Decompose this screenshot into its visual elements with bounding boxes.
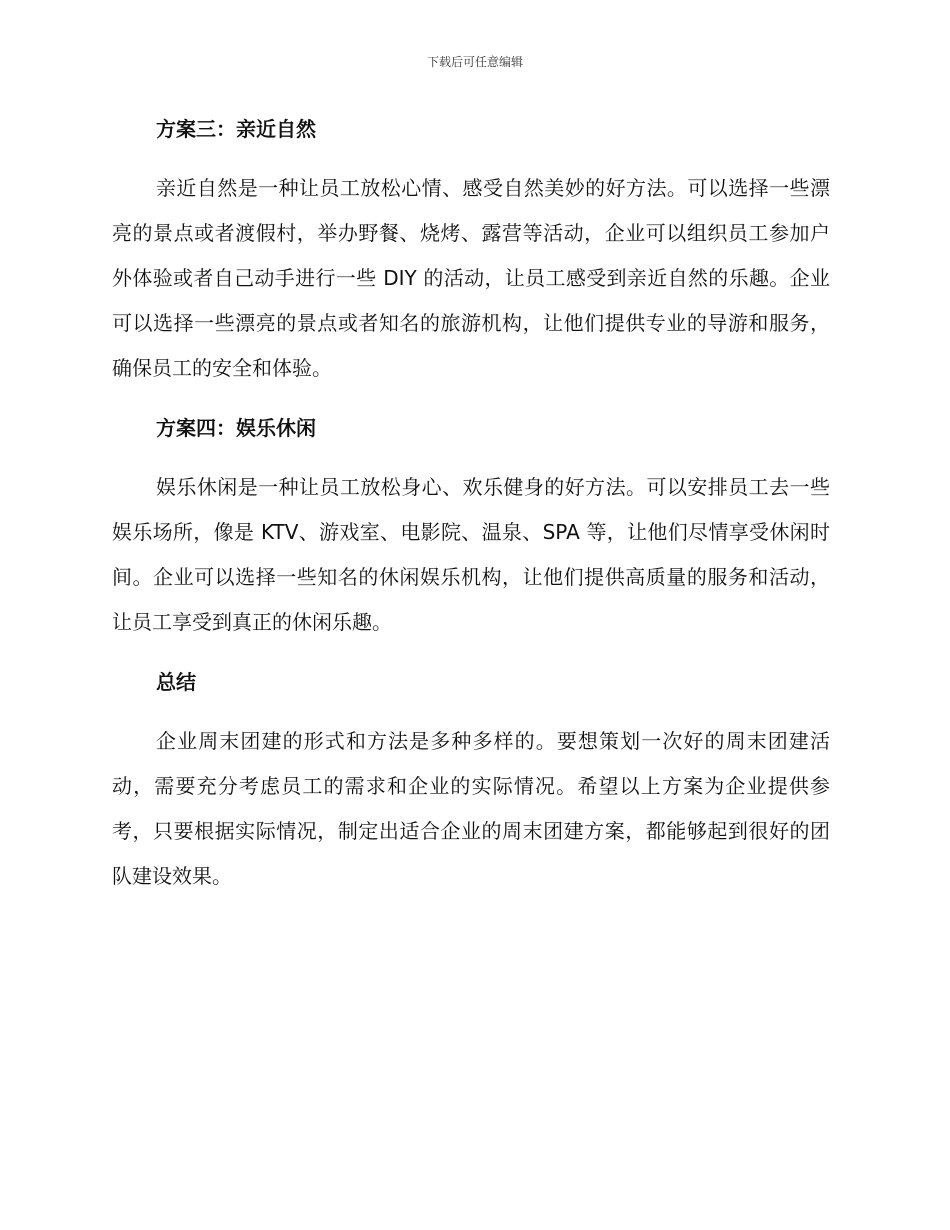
section-plan-4 [112,411,830,645]
section-paragraph: 企业周末团建的形式和方法是多种多样的。要想策划一次好的周末团建活动，需要充分考虑员工的需求和企业的实际情况。希望以上方案为企业提供参考，只要根据实际情况，制定出适合企业的周末团建方案，都能够起到很好的团队建设效果。 [112,729,830,888]
section-heading: 方案四：娱乐休闲 [156,416,316,440]
section-heading: 方案三：亲近自然 [156,117,316,141]
section-plan-3 [112,112,830,391]
section-heading: 总结 [156,670,196,694]
section-paragraph: 亲近自然是一种让员工放松心情、感受自然美妙的好方法。可以选择一些漂亮的景点或者渡假村，举办野餐、烧烤、露营等活动，企业可以组织员工参加户外体验或者自己动手进行一些 DIY 的活动，让员工感受到亲近自然的乐趣。企业可以选择一些漂亮的景点或者知名的旅游机构，让他们提供专业的导游和服务，确保员工的安全和体验。 [112,176,830,380]
header-note: 下载后可任意编辑 [426,55,523,69]
section-summary [112,665,830,899]
document-content [112,112,830,919]
section-paragraph: 娱乐休闲是一种让员工放松身心、欢乐健身的好方法。可以安排员工去一些娱乐场所，像是 KTV、游戏室、电影院、温泉、SPA 等，让他们尽情享受休闲时间。企业可以选择一些知名的休闲娱乐机构，让他们提供高质量的服务和活动，让员工享受到真正的休闲乐趣。 [112,475,830,634]
